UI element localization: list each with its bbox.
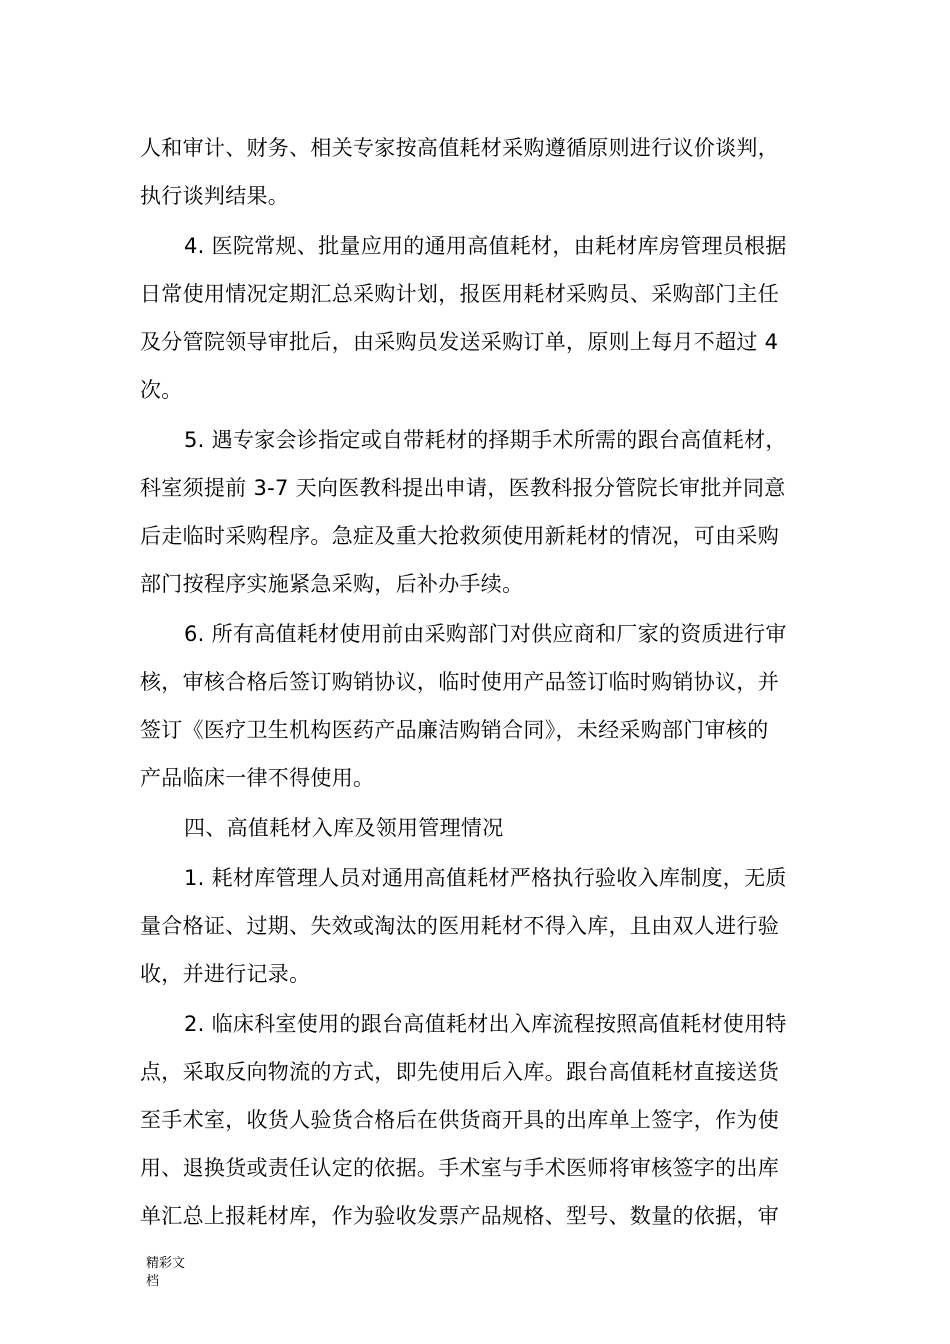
footer-watermark <box>146 1255 185 1291</box>
paragraph-line: 5. 遇专家会诊指定或自带耗材的择期手术所需的跟台高值耗材， <box>184 428 787 452</box>
paragraph-line: 后走临时采购程序。急症及重大抢救须使用新耗材的情况，可由采购 <box>140 524 779 548</box>
footer-line: 档 <box>146 1274 160 1289</box>
paragraph-line: 人和审计、财务、相关专家按高值耗材采购遵循原则进行议价谈判， <box>140 136 779 160</box>
paragraph-line: 用、退换货或责任认定的依据。手术室与手术医师将审核签字的出库 <box>140 1156 779 1180</box>
paragraph-line: 签订《医疗卫生机构医药产品廉洁购销合同》，未经采购部门审核的 <box>140 718 769 742</box>
paragraph-line: 次。 <box>140 378 183 402</box>
paragraph-line: 点，采取反向物流的方式，即先使用后入库。跟台高值耗材直接送货 <box>140 1060 779 1084</box>
paragraph-line: 量合格证、过期、失效或淘汰的医用耗材不得入库，且由双人进行验 <box>140 914 779 938</box>
paragraph-line: 部门按程序实施紧急采购，后补办手续。 <box>140 572 524 596</box>
paragraph-line: 及分管院领导审批后，由采购员发送采购订单，原则上每月不超过 4 <box>140 330 779 354</box>
paragraph-line: 1. 耗材库管理人员对通用高值耗材严格执行验收入库制度，无质 <box>184 866 787 890</box>
paragraph-line: 执行谈判结果。 <box>140 184 290 208</box>
paragraph-line: 核，审核合格后签订购销协议，临时使用产品签订临时购销协议，并 <box>140 670 779 694</box>
paragraph-line: 至手术室，收货人验货合格后在供货商开具的出库单上签字，作为使 <box>140 1108 779 1132</box>
paragraph-line: 收，并进行记录。 <box>140 962 311 986</box>
document-body <box>140 124 830 1240</box>
paragraph-line: 6. 所有高值耗材使用前由采购部门对供应商和厂家的资质进行审 <box>184 622 787 646</box>
paragraph-line: 日常使用情况定期汇总采购计划，报医用耗材采购员、采购部门主任 <box>140 282 779 306</box>
paragraph-line: 2. 临床科室使用的跟台高值耗材出入库流程按照高值耗材使用特 <box>184 1012 787 1036</box>
paragraph-line: 4. 医院常规、批量应用的通用高值耗材，由耗材库房管理员根据 <box>184 234 787 258</box>
section-heading: 四、高值耗材入库及领用管理情况 <box>184 816 504 840</box>
paragraph-line: 科室须提前 3-7 天向医教科提出申请，医教科报分管院长审批并同意 <box>140 476 786 500</box>
paragraph-line: 产品临床一律不得使用。 <box>140 766 375 790</box>
footer-line: 精彩文 <box>146 1256 186 1271</box>
paragraph-line: 单汇总上报耗材库，作为验收发票产品规格、型号、数量的依据，审 <box>140 1204 779 1228</box>
